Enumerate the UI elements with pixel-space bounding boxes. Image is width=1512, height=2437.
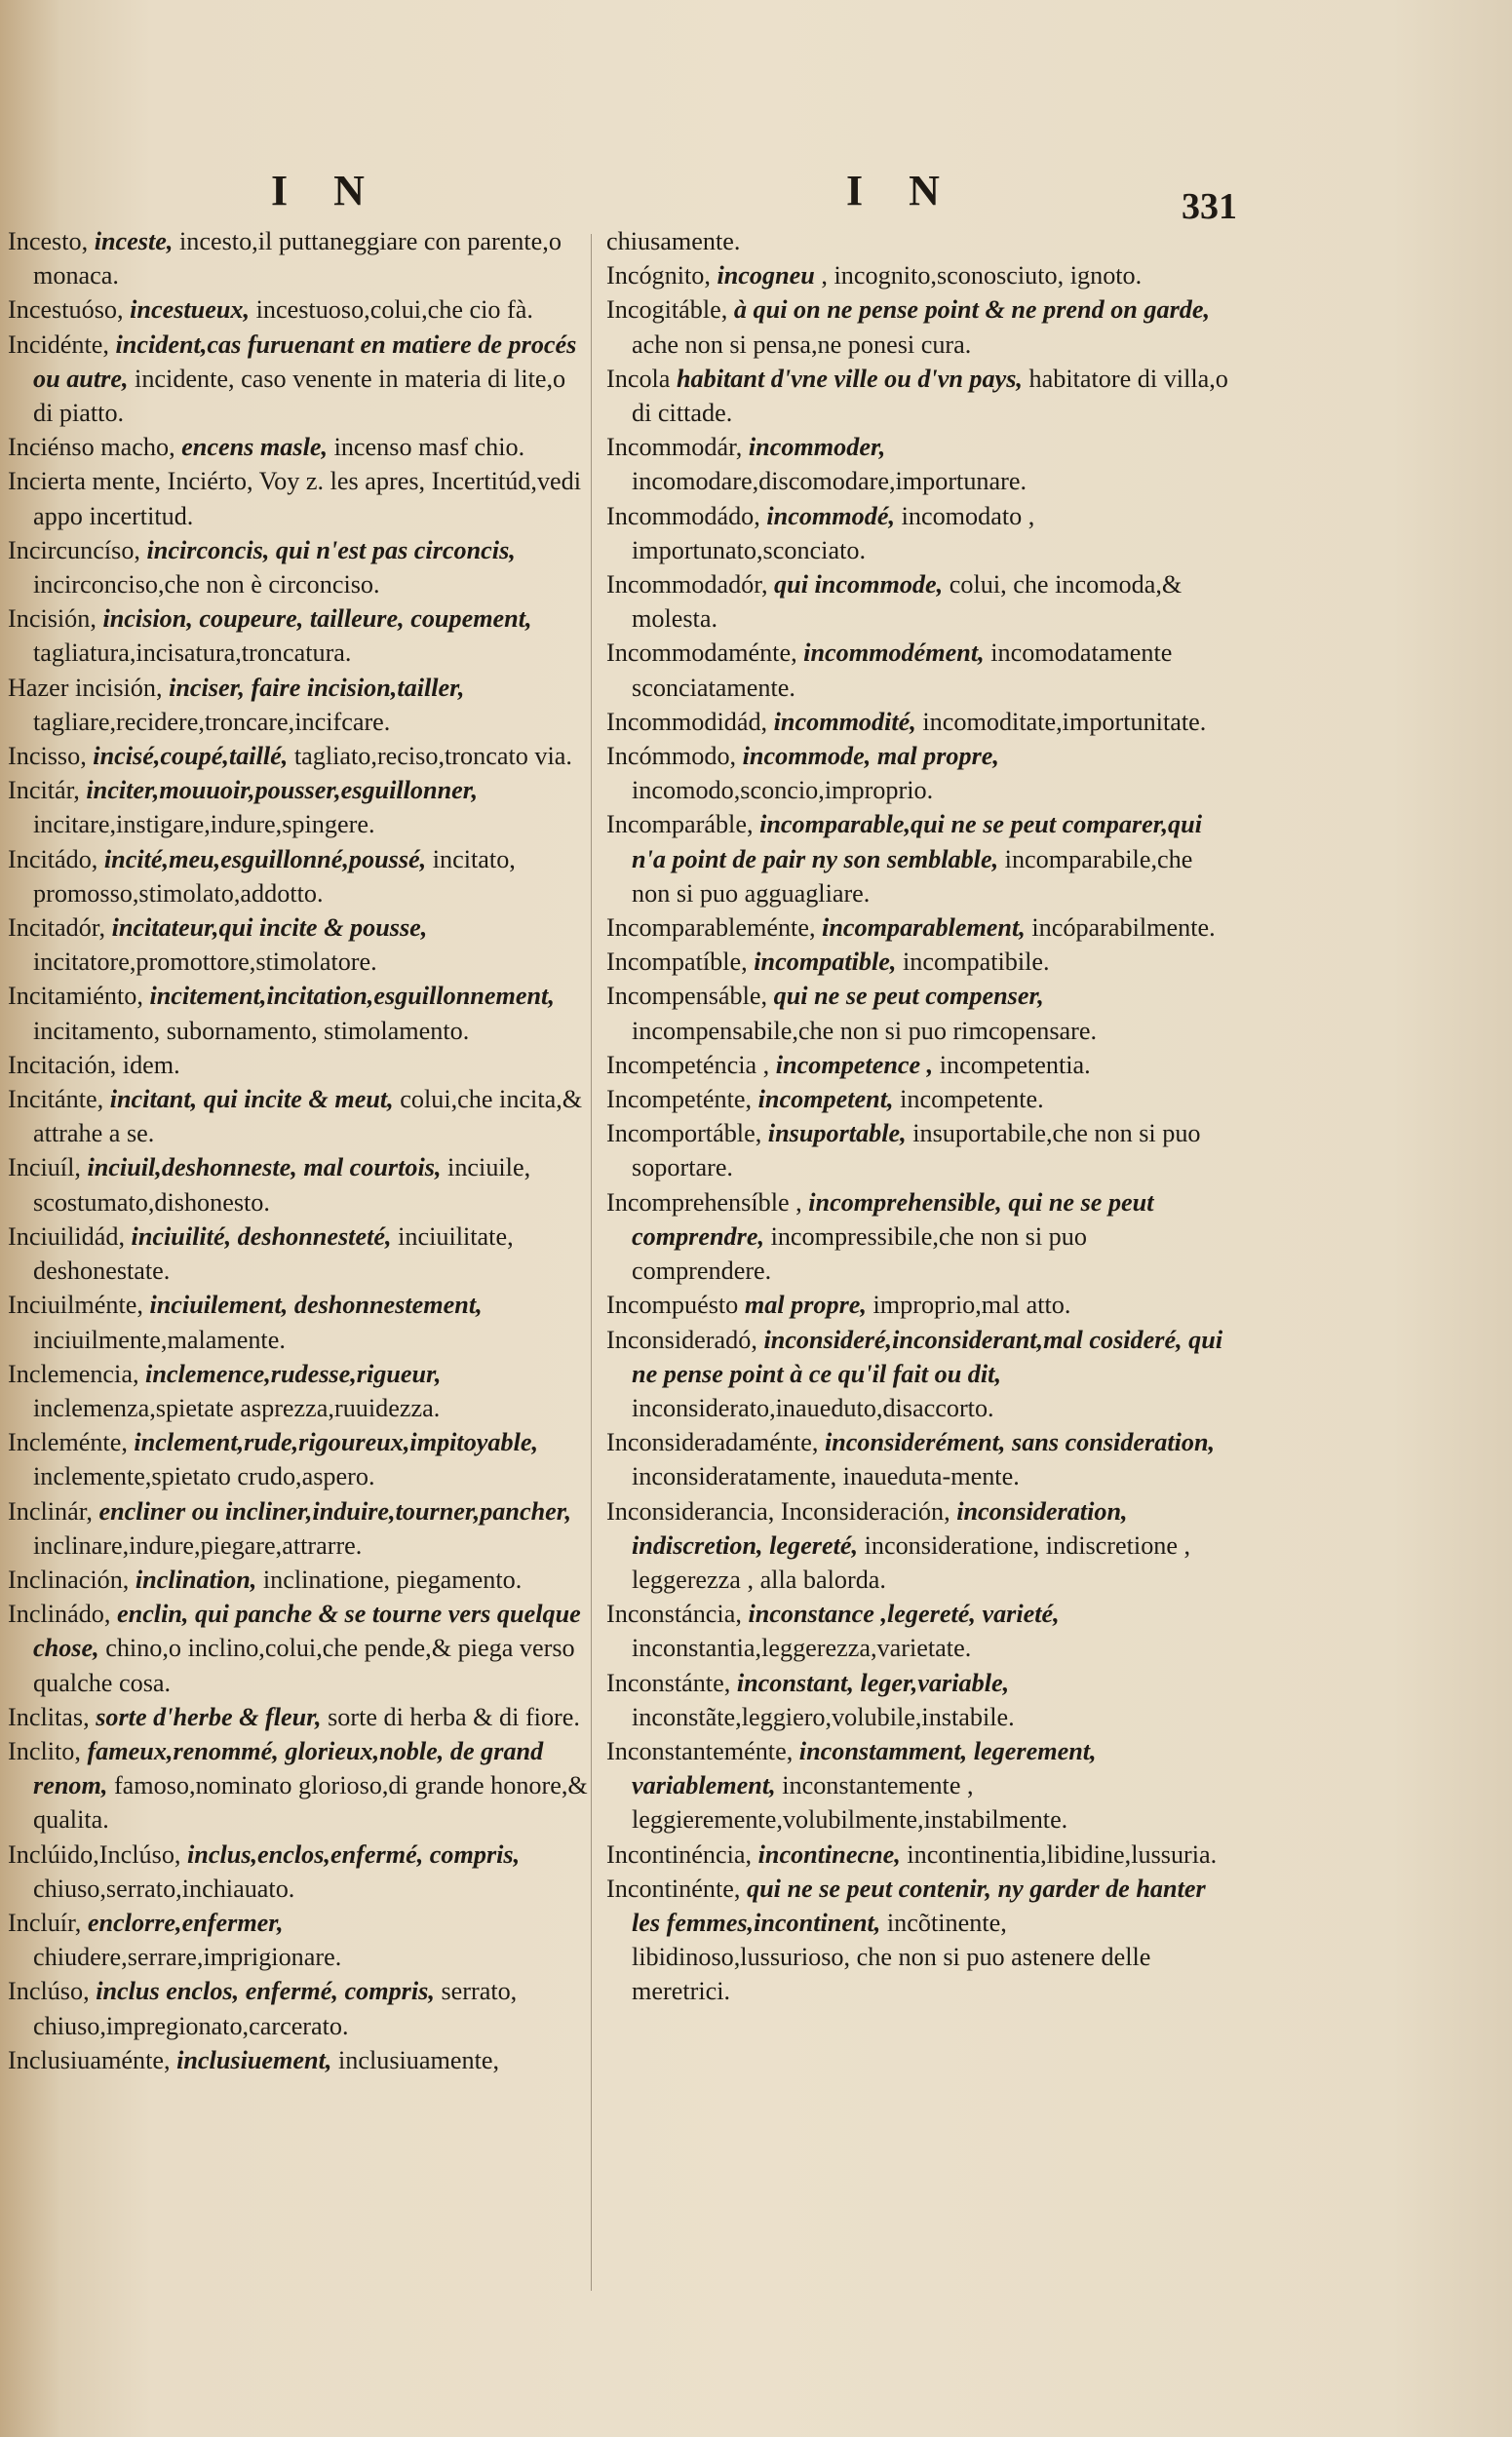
entry-italian: incomodato , importunato,sconciato. — [632, 501, 1035, 564]
entry-italian: incitato, promosso,stimolato,addotto. — [33, 844, 516, 908]
entry-italian: incenso masf chio. — [333, 433, 525, 462]
dictionary-entry — [8, 224, 591, 292]
dictionary-entry — [8, 1700, 591, 1734]
dictionary-entry — [8, 1494, 591, 1563]
entry-french: incommodément, — [803, 638, 985, 668]
entry-italian: inclusiuamente, — [337, 2045, 500, 2074]
entry-french: inclement,rude,rigoureux,impitoyable, — [134, 1428, 539, 1457]
entry-italian: incitatore,promottore,stimolatore. — [33, 948, 377, 977]
entry-headword: Incesto, — [8, 227, 89, 255]
entry-italian: incompatibile. — [903, 948, 1050, 977]
entry-italian: inconsiderato,inaueduto,disaccorto. — [632, 1393, 994, 1422]
running-header-left: I N — [271, 167, 382, 214]
entry-french: inconsiderément, sans consideration, — [824, 1428, 1216, 1457]
entry-headword: Incleménte, — [8, 1428, 128, 1457]
entry-french: qui ne se peut contenir, ny garder de hanter les femmes,incontinent, — [632, 1874, 1206, 1937]
entry-italian: chiusamente. — [606, 227, 741, 255]
dictionary-entry — [606, 362, 1230, 430]
entry-italian: inconstantia,leggerezza,varietate. — [632, 1634, 972, 1663]
dictionary-entry — [606, 1425, 1230, 1493]
entry-italian: sorte di herba & di fiore. — [328, 1702, 580, 1731]
entry-italian: incitare,instigare,indure,spingere. — [33, 810, 375, 839]
entry-headword: Inconstánte, — [606, 1668, 731, 1697]
entry-italian: habitatore di villa,o di cittade. — [632, 364, 1228, 428]
entry-french: incontinecne, — [757, 1839, 901, 1869]
entry-headword: Incisso, — [8, 742, 87, 771]
page-number: 331 — [1182, 186, 1237, 227]
entry-french: inclination, — [135, 1565, 257, 1594]
dictionary-entry — [606, 258, 1230, 292]
entry-headword: Incomprehensíble , — [606, 1187, 802, 1217]
entry-headword: Incontinénte, — [606, 1874, 741, 1903]
dictionary-entry — [8, 1219, 591, 1288]
entry-italian: improprio,mal atto. — [872, 1291, 1071, 1320]
entry-headword: Incommodidád, — [606, 707, 768, 736]
entry-headword: Inclito, — [8, 1736, 81, 1765]
entry-headword: Incommodadór, — [606, 570, 768, 600]
entry-french: inciuil,deshonneste, mal courtois, — [87, 1153, 442, 1182]
entry-french: habitant d'vne ville ou d'vn pays, — [676, 364, 1023, 393]
entry-headword: Incola — [606, 364, 671, 393]
entry-headword: Incommodaménte, — [606, 638, 797, 668]
entry-french: incision, coupeure, tailleure, coupement, — [102, 604, 532, 634]
entry-italian: inciuilmente,malamente. — [33, 1325, 286, 1354]
entry-italian: chiudere,serrare,imprigionare. — [33, 1943, 342, 1972]
dictionary-entry — [606, 979, 1230, 1047]
entry-french: incirconcis, qui n'est pas circoncis, — [146, 535, 516, 564]
entry-italian: incomoditate,importunitate. — [922, 707, 1207, 736]
entry-french: incommodité, — [773, 707, 916, 736]
entry-french: à qui on ne pense point & ne prend on garde, — [733, 295, 1211, 325]
entry-italian: colui,che incita,& attrahe a se. — [33, 1085, 583, 1148]
entry-french: inclus,enclos,enfermé, compris, — [187, 1839, 521, 1869]
dictionary-entry — [8, 292, 591, 327]
entry-italian: famoso,nominato glorioso,di grande honore,& qualita. — [33, 1771, 588, 1835]
entry-headword: Inconsiderancia, Inconsideración, — [606, 1496, 950, 1526]
entry-headword: Inconsideradaménte, — [606, 1428, 819, 1457]
dictionary-entry — [606, 945, 1230, 979]
dictionary-entry — [8, 842, 591, 910]
entry-italian: inciuile, scostumato,dishonesto. — [33, 1153, 531, 1217]
dictionary-entry — [8, 1288, 591, 1356]
dictionary-entry — [8, 533, 591, 601]
dictionary-entry — [606, 636, 1230, 704]
dictionary-entry — [8, 1734, 591, 1837]
entry-french: enclin, qui panche & se tourne vers quelque chose, — [33, 1600, 581, 1663]
entry-italian: inconsideratione, indiscretione , leggerezza , alla balorda. — [632, 1530, 1191, 1594]
entry-headword: Inciuíl, — [8, 1153, 81, 1182]
dictionary-entry — [606, 1116, 1230, 1184]
entry-french: encliner ou incliner,induire,tourner,pancher, — [98, 1496, 572, 1526]
entry-italian: incirconciso,che non è circonciso. — [33, 570, 380, 600]
entry-headword: Inclinár, — [8, 1496, 93, 1526]
entry-italian: inclinare,indure,piegare,attrarre. — [33, 1530, 363, 1560]
entry-headword: Incommodádo, — [606, 501, 760, 530]
dictionary-entry — [8, 1597, 591, 1700]
entry-headword: Inciénso macho, — [8, 433, 175, 462]
entry-headword: Inclinación, — [8, 1565, 130, 1594]
dictionary-entry — [8, 979, 591, 1047]
entry-italian: tagliare,recidere,troncare,incifcare. — [33, 707, 391, 736]
entry-italian: inclemenza,spietate asprezza,ruuidezza. — [33, 1393, 441, 1422]
entry-headword: Inconstanteménte, — [606, 1736, 794, 1765]
entry-headword: Inclinádo, — [8, 1600, 111, 1629]
entry-headword: Incidénte, — [8, 329, 109, 359]
entry-french: incitant, qui incite & meut, — [109, 1085, 394, 1114]
dictionary-entry — [606, 910, 1230, 945]
dictionary-entry — [8, 1425, 591, 1493]
entry-headword: Incomportáble, — [606, 1119, 762, 1148]
dictionary-entry — [606, 1872, 1230, 2009]
entry-italian: inclemente,spietato crudo,aspero. — [33, 1462, 375, 1491]
entry-italian: inclinatione, piegamento. — [262, 1565, 523, 1594]
entry-italian: incõtinente, libidinoso,lussurioso, che non si puo astenere delle meretrici. — [632, 1908, 1151, 2006]
dictionary-entry — [8, 1906, 591, 1974]
entry-italian: incitamento, subornamento, stimolamento. — [33, 1016, 470, 1045]
entry-french: fameux,renommé, glorieux,noble, de grand renom, — [33, 1736, 544, 1800]
entry-french: mal propre, — [744, 1291, 867, 1320]
entry-french: sorte d'herbe & fleur, — [96, 1702, 322, 1731]
entry-headword: Incómmodo, — [606, 742, 737, 771]
entry-french: inconsideré,inconsiderant,mal cosideré, qui ne pense point à ce qu'il fait ou dit, — [632, 1325, 1223, 1388]
entry-italian: incompetente. — [900, 1085, 1044, 1114]
entry-french: incommodé, — [766, 501, 896, 530]
entry-french: inconstamment, legerement, variablement, — [632, 1736, 1097, 1800]
entry-italian: chiuso,serrato,inchiauato. — [33, 1874, 295, 1903]
entry-headword: Incompensáble, — [606, 982, 768, 1011]
entry-french: inclus enclos, enfermé, compris, — [96, 1977, 435, 2006]
dictionary-entry — [8, 430, 591, 464]
entry-headword: Incitamiénto, — [8, 982, 143, 1011]
entry-french: inciter,mouuoir,pousser,esguillonner, — [86, 776, 479, 805]
dictionary-entry — [8, 773, 591, 841]
entry-italian: colui, che incomoda,& molesta. — [632, 570, 1182, 634]
entry-french: incomprehensible, qui ne se peut comprendre, — [632, 1187, 1154, 1251]
dictionary-entry — [8, 464, 591, 532]
entry-headword: Incommodár, — [606, 433, 743, 462]
dictionary-entry — [8, 1563, 591, 1597]
dictionary-entry — [8, 328, 591, 431]
entry-italian: chino,o inclino,colui,che pende,& piega verso qualche cosa. — [33, 1634, 575, 1697]
entry-italian: incidente, caso venente in materia di lite,o di piatto. — [33, 364, 566, 428]
left-column — [8, 224, 591, 2077]
entry-headword: Inciuilidád, — [8, 1221, 125, 1251]
dictionary-entry — [606, 1597, 1230, 1665]
entry-italian: incestuoso,colui,che cio fà. — [255, 295, 533, 325]
dictionary-entry — [8, 601, 591, 670]
entry-french: incisé,coupé,taillé, — [93, 742, 289, 771]
entry-headword: Incitár, — [8, 776, 80, 805]
entry-headword: Incompeténte, — [606, 1085, 753, 1114]
entry-headword: Incestuóso, — [8, 295, 124, 325]
entry-french: inceste, — [94, 227, 174, 255]
entry-headword: Inclemencia, — [8, 1359, 139, 1388]
entry-headword: Inconsideradó, — [606, 1325, 757, 1354]
entry-italian: incontinentia,libidine,lussuria. — [907, 1839, 1218, 1869]
entry-headword: Incompatíble, — [606, 948, 748, 977]
entry-headword: Incogitáble, — [606, 295, 728, 325]
dictionary-entry — [8, 1082, 591, 1150]
dictionary-entry — [606, 807, 1230, 910]
entry-headword: Inconstáncia, — [606, 1600, 742, 1629]
dictionary-entry — [606, 1185, 1230, 1289]
entry-italian: inconsideratamente, inaueduta-mente. — [632, 1462, 1020, 1491]
entry-italian: incomodatamente sconciatamente. — [632, 638, 1173, 702]
entry-french: encens masle, — [181, 433, 329, 462]
dictionary-entry — [8, 1048, 591, 1082]
dictionary-entry — [606, 1323, 1230, 1426]
entry-italian: Inciérto, Voy z. les apres, Incertitúd,vedi appo incertitud. — [33, 467, 582, 530]
entry-headword: Incomparáble, — [606, 810, 754, 839]
entry-italian: incomodare,discomodare,importunare. — [632, 467, 1027, 496]
dictionary-entry — [606, 224, 1230, 258]
dictionary-entry — [606, 499, 1230, 567]
dictionary-entry — [606, 739, 1230, 807]
entry-italian: tagliato,reciso,troncato via. — [293, 742, 572, 771]
entry-french: incogneu — [717, 261, 815, 290]
entry-french: insuportable, — [767, 1119, 907, 1148]
entry-french: inconstant, leger,variable, — [736, 1668, 1010, 1697]
entry-headword: Incomparableménte, — [606, 913, 816, 943]
entry-italian: serrato, chiuso,impregionato,carcerato. — [33, 1977, 518, 2040]
entry-french: inconstance ,legereté, varieté, — [748, 1600, 1060, 1629]
entry-italian: tagliatura,incisatura,troncatura. — [33, 638, 352, 668]
right-column — [606, 224, 1230, 2009]
entry-italian: ache non si pensa,ne ponesi cura. — [632, 329, 972, 359]
entry-french: incident,cas furuenant en matiere de procés ou autre, — [33, 329, 577, 393]
entry-headword: Incontinéncia, — [606, 1839, 753, 1869]
entry-headword: Incierta mente, — [8, 467, 162, 496]
entry-french: incitateur,qui incite & pousse, — [111, 913, 428, 943]
entry-italian: incomodo,sconcio,improprio. — [632, 776, 934, 805]
entry-italian: inconstãte,leggiero,volubile,instabile. — [632, 1702, 1015, 1731]
entry-headword: Incompeténcia , — [606, 1050, 770, 1079]
dictionary-entry — [606, 1494, 1230, 1598]
entry-french: inciuilité, deshonnesteté, — [131, 1221, 392, 1251]
dictionary-entry — [606, 567, 1230, 636]
entry-italian: incompensabile,che non si puo rimcopensare. — [632, 1016, 1098, 1045]
dictionary-entry — [8, 1837, 591, 1906]
dictionary-entry — [8, 910, 591, 979]
entry-french: incestueux, — [130, 295, 251, 325]
entry-headword: Inclitas, — [8, 1702, 90, 1731]
entry-headword: Incitadór, — [8, 913, 106, 943]
entry-french: incomparable,qui ne se peut comparer,qui n'a point de pair ny son semblable, — [632, 810, 1202, 873]
entry-french: incommoder, — [748, 433, 886, 462]
entry-italian: incomparabile,che non si puo agguagliare. — [632, 844, 1193, 908]
dictionary-entry — [606, 1288, 1230, 1322]
entry-french: qui ne se peut compenser, — [773, 982, 1044, 1011]
entry-french: qui incommode, — [774, 570, 944, 600]
entry-headword: Incógnito, — [606, 261, 711, 290]
entry-french: inciuilement, deshonnestement, — [149, 1291, 483, 1320]
dictionary-entry — [606, 1048, 1230, 1082]
entry-french: incitement,incitation,esguillonnement, — [149, 982, 555, 1011]
dictionary-entry — [8, 2043, 591, 2077]
dictionary-entry — [8, 1357, 591, 1425]
entry-french: inclusiuement, — [176, 2045, 332, 2074]
dictionary-entry — [606, 1082, 1230, 1116]
entry-italian: incóparabilmente. — [1031, 913, 1216, 943]
dictionary-entry — [8, 1974, 591, 2042]
entry-headword: Inclúido,Inclúso, — [8, 1839, 181, 1869]
dictionary-entry — [8, 739, 591, 773]
entry-italian: incesto,il puttaneggiare con parente,o monaca. — [33, 227, 562, 290]
dictionary-entry — [606, 1666, 1230, 1734]
entry-italian: insuportabile,che non si puo soportare. — [632, 1119, 1201, 1182]
dictionary-entry — [606, 1734, 1230, 1837]
entry-french: incompatible, — [754, 948, 897, 977]
entry-italian: inciuilitate, deshonestate. — [33, 1221, 514, 1286]
entry-french: incomparablement, — [822, 913, 1026, 943]
entry-italian: incompressibile,che non si puo comprendere. — [632, 1221, 1087, 1286]
entry-french: inciser, faire incision,tailler, — [169, 673, 465, 702]
dictionary-entry — [606, 430, 1230, 498]
entry-french: incompetence , — [775, 1050, 934, 1079]
entry-italian: inconstantemente , leggieremente,volubilmente,instabilmente. — [632, 1771, 1068, 1835]
entry-italian: idem. — [122, 1050, 180, 1079]
entry-headword: Incitánte, — [8, 1085, 104, 1114]
entry-headword: Incluír, — [8, 1908, 82, 1937]
entry-french: inconsideration, indiscretion, legereté, — [632, 1496, 1128, 1560]
dictionary-entry — [606, 292, 1230, 361]
entry-french: incompetent, — [757, 1085, 894, 1114]
entry-headword: Incisión, — [8, 604, 97, 634]
entry-headword: Inciuilménte, — [8, 1291, 143, 1320]
running-header-right: I N — [846, 167, 957, 214]
entry-headword: Incircuncíso, — [8, 535, 140, 564]
entry-headword: Incitádo, — [8, 844, 98, 873]
dictionary-entry — [8, 671, 591, 739]
entry-french: incité,meu,esguillonné,poussé, — [103, 844, 427, 873]
entry-headword: Inclúso, — [8, 1977, 90, 2006]
entry-french: inclemence,rudesse,rigueur, — [145, 1359, 442, 1388]
dictionary-entry — [606, 1837, 1230, 1872]
dictionary-entry — [8, 1150, 591, 1218]
dictionary-entry — [606, 705, 1230, 739]
entry-italian: , incognito,sconosciuto, ignoto. — [821, 261, 1143, 290]
entry-headword: Incompuésto — [606, 1291, 739, 1320]
entry-italian: incompetentia. — [939, 1050, 1091, 1079]
entry-headword: Inclusiuaménte, — [8, 2045, 171, 2074]
entry-headword: Hazer incisión, — [8, 673, 163, 702]
entry-french: incommode, mal propre, — [742, 742, 999, 771]
entry-french: enclorre,enfermer, — [87, 1908, 284, 1937]
column-divider — [591, 234, 592, 2291]
entry-headword: Incitación, — [8, 1050, 117, 1079]
